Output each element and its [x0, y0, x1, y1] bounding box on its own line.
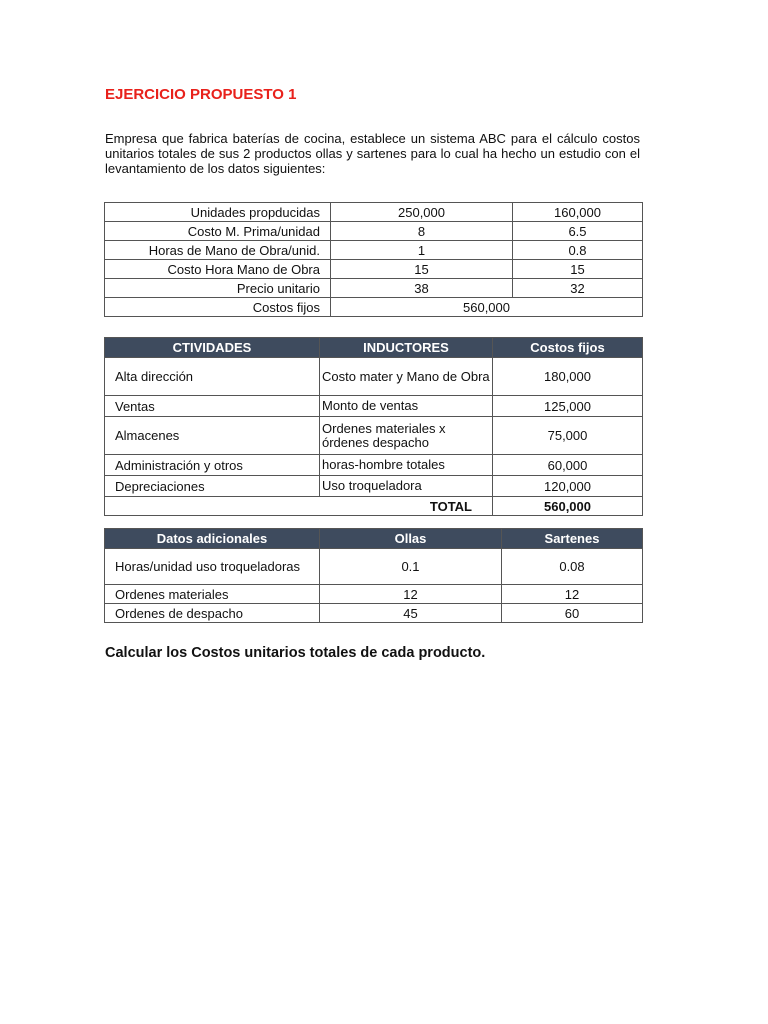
cost-cell: 120,000 — [493, 476, 643, 497]
table-row — [105, 358, 643, 396]
row-label: Ordenes de despacho — [105, 604, 320, 623]
ollas-value: 38 — [331, 279, 513, 298]
table-row — [105, 222, 643, 241]
total-value: 560,000 — [493, 497, 643, 516]
row-label: Horas/unidad uso troqueladoras — [105, 549, 320, 585]
table-row — [105, 604, 643, 623]
column-header: Costos fijos — [493, 338, 643, 358]
sartenes-value: 32 — [513, 279, 643, 298]
column-header: Ollas — [320, 529, 502, 549]
ollas-value: 8 — [331, 222, 513, 241]
exercise-title: EJERCICIO PROPUESTO 1 — [105, 86, 297, 103]
column-header: Datos adicionales — [105, 529, 320, 549]
driver-cell: Uso troqueladora — [320, 476, 493, 497]
sartenes-value: 0.8 — [513, 241, 643, 260]
table-row — [105, 279, 643, 298]
cost-cell: 60,000 — [493, 455, 643, 476]
total-row — [105, 497, 643, 516]
table-row — [105, 476, 643, 497]
table-row — [105, 203, 643, 222]
row-label: Costo Hora Mano de Obra — [105, 260, 331, 279]
sartenes-value: 15 — [513, 260, 643, 279]
activity-cell: Administración y otros — [105, 455, 320, 476]
ollas-value: 1 — [331, 241, 513, 260]
ollas-value: 15 — [331, 260, 513, 279]
production-data-table — [104, 202, 643, 317]
column-header: Sartenes — [502, 529, 643, 549]
fixed-costs-value: 560,000 — [331, 298, 643, 317]
sartenes-value: 160,000 — [513, 203, 643, 222]
header-row — [105, 338, 643, 358]
activity-cell: Alta dirección — [105, 358, 320, 396]
cost-cell: 125,000 — [493, 396, 643, 417]
activity-cell: Ventas — [105, 396, 320, 417]
ollas-value: 12 — [320, 585, 502, 604]
driver-cell: Costo mater y Mano de Obra — [320, 358, 493, 396]
activity-cell: Almacenes — [105, 417, 320, 455]
ollas-value: 250,000 — [331, 203, 513, 222]
driver-cell: horas-hombre totales — [320, 455, 493, 476]
row-label: Ordenes materiales — [105, 585, 320, 604]
fixed-costs-label: Costos fijos — [105, 298, 331, 317]
sartenes-value: 12 — [502, 585, 643, 604]
ollas-value: 45 — [320, 604, 502, 623]
question-text: Calcular los Costos unitarios totales de cada producto. — [105, 645, 486, 661]
additional-data-table — [104, 528, 643, 623]
table-row — [105, 585, 643, 604]
table-row — [105, 396, 643, 417]
fixed-costs-row — [105, 298, 643, 317]
total-label: TOTAL — [105, 497, 493, 516]
column-header: INDUCTORES — [320, 338, 493, 358]
cost-cell: 180,000 — [493, 358, 643, 396]
cost-cell: 75,000 — [493, 417, 643, 455]
table-row — [105, 260, 643, 279]
column-header: CTIVIDADES — [105, 338, 320, 358]
sartenes-value: 60 — [502, 604, 643, 623]
driver-cell: Ordenes materiales x órdenes despacho — [320, 417, 493, 455]
header-row — [105, 529, 643, 549]
table-row — [105, 241, 643, 260]
driver-cell: Monto de ventas — [320, 396, 493, 417]
sartenes-value: 0.08 — [502, 549, 643, 585]
table-row — [105, 417, 643, 455]
ollas-value: 0.1 — [320, 549, 502, 585]
activities-table — [104, 337, 643, 516]
row-label: Horas de Mano de Obra/unid. — [105, 241, 331, 260]
sartenes-value: 6.5 — [513, 222, 643, 241]
row-label: Costo M. Prima/unidad — [105, 222, 331, 241]
row-label: Precio unitario — [105, 279, 331, 298]
row-label: Unidades propducidas — [105, 203, 331, 222]
activity-cell: Depreciaciones — [105, 476, 320, 497]
table-row — [105, 455, 643, 476]
intro-paragraph: Empresa que fabrica baterías de cocina, establece un sistema ABC para el cálculo costos unitarios totales de sus 2 productos ollas y sartenes para lo cual ha hecho un estudio con el levantamiento de los datos siguientes: — [105, 131, 640, 176]
table-row — [105, 549, 643, 585]
